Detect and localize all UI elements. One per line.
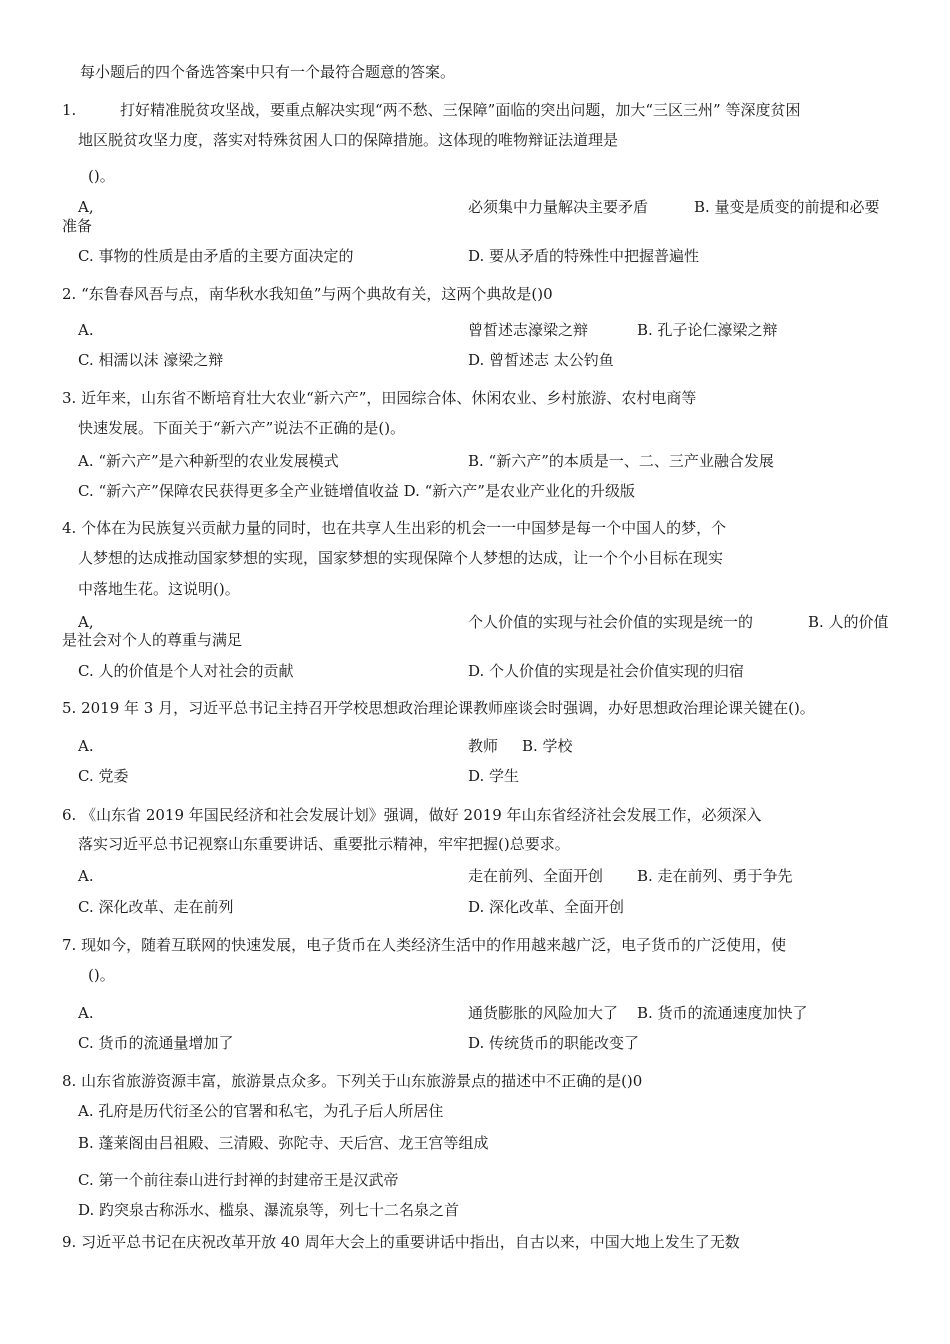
q5-option-c[interactable]: C. 党委 (78, 767, 129, 785)
q1-stem-line2: 地区脱贫攻坚力度，落实对特殊贫困人口的保障措施。这体现的唯物辩证法道理是 (78, 131, 619, 149)
q4-option-b-continued: 是社会对个人的尊重与满足 (62, 631, 243, 649)
q3-stem-line1: 3. 近年来，山东省不断培育壮大农业“新六产”，田园综合体、休闲农业、乡村旅游、农村电商等 (62, 389, 697, 407)
q7-option-a[interactable]: 通货膨胀的风险加大了 (468, 1004, 619, 1022)
q1-option-b-continued: 准备 (62, 217, 93, 235)
q2-option-b[interactable]: B. 孔子论仁濠梁之辩 (637, 321, 778, 339)
q1-option-b[interactable]: B. 量变是质变的前提和必要 (694, 198, 880, 216)
q6-stem-line1: 6. 《山东省 2019 年国民经济和社会发展计划》强调，做好 2019 年山东省经济社会发展工作，必须深入 (62, 806, 762, 824)
q6-option-b[interactable]: B. 走在前列、勇于争先 (637, 867, 793, 885)
q1-stem-line3: ()。 (88, 167, 115, 185)
q2-option-a[interactable]: 曾皙述志濠梁之辩 (468, 321, 589, 339)
q8-option-c[interactable]: C. 第一个前往泰山进行封禅的封建帝王是汉武帝 (78, 1171, 399, 1189)
q9-stem: 9. 习近平总书记在庆祝改革开放 40 周年大会上的重要讲话中指出，自古以来，中国大地上发生了无数 (62, 1233, 740, 1251)
q6-stem-line2: 落实习近平总书记视察山东重要讲话、重要批示精神，牢牢把握()总要求。 (78, 835, 570, 853)
q2-option-a-label[interactable]: A. (78, 321, 94, 339)
q3-stem-line2: 快速发展。下面关于“新六产”说法不正确的是()。 (78, 419, 406, 437)
q7-option-b[interactable]: B. 货币的流通速度加快了 (637, 1004, 808, 1022)
q8-option-b[interactable]: B. 蓬莱阁由吕祖殿、三清殿、弥陀寺、天后宫、龙王宫等组成 (78, 1134, 489, 1152)
q4-option-a[interactable]: 个人价值的实现与社会价值的实现是统一的 (468, 613, 754, 631)
q5-option-d[interactable]: D. 学生 (468, 767, 520, 785)
q4-stem-line3: 中落地生花。这说明()。 (78, 580, 240, 598)
q6-option-c[interactable]: C. 深化改革、走在前列 (78, 898, 234, 916)
q1-option-a[interactable]: 必须集中力量解决主要矛盾 (468, 198, 649, 216)
q6-option-a[interactable]: 走在前列、全面开创 (468, 867, 604, 885)
q4-option-d[interactable]: D. 个人价值的实现是社会价值实现的归宿 (468, 662, 745, 680)
q1-option-d[interactable]: D. 要从矛盾的特殊性中把握普遍性 (468, 247, 700, 265)
q7-option-a-label[interactable]: A. (78, 1004, 94, 1022)
q6-option-d[interactable]: D. 深化改革、全面开创 (468, 898, 625, 916)
q3-option-cd[interactable]: C. “新六产”保障农民获得更多全产业链增值收益 D. “新六产”是农业产业化的升级版 (78, 482, 635, 500)
q2-option-c[interactable]: C. 相濡以沫 濠梁之辩 (78, 351, 224, 369)
q3-option-a[interactable]: A. “新六产”是六种新型的农业发展模式 (78, 452, 339, 470)
q1-stem-line1: 打好精准脱贫攻坚战，要重点解决实现“两不愁、三保障”面临的突出问题，加大“三区三州” 等深度贫困 (120, 101, 801, 119)
q1-option-c[interactable]: C. 事物的性质是由矛盾的主要方面决定的 (78, 247, 354, 265)
q4-option-a-label[interactable]: A, (78, 613, 94, 631)
q7-option-d[interactable]: D. 传统货币的职能改变了 (468, 1034, 640, 1052)
q6-option-a-label[interactable]: A. (78, 867, 94, 885)
q3-option-b[interactable]: B. “新六产”的本质是一、二、三产业融合发展 (468, 452, 774, 470)
q7-stem-line2: ()。 (88, 966, 115, 984)
q2-option-d[interactable]: D. 曾皙述志 太公钓鱼 (468, 351, 614, 369)
q5-option-a[interactable]: 教师 (468, 737, 499, 755)
q4-option-c[interactable]: C. 人的价值是个人对社会的贡献 (78, 662, 294, 680)
q5-option-a-label[interactable]: A. (78, 737, 94, 755)
instructions: 每小题后的四个备选答案中只有一个最符合题意的答案。 (80, 63, 456, 81)
q8-option-a[interactable]: A. 孔府是历代衍圣公的官署和私宅，为孔子后人所居住 (78, 1102, 444, 1120)
q2-stem: 2. “东鲁春风吾与点，南华秋水我知鱼”与两个典故有关，这两个典故是()0 (62, 285, 553, 303)
q7-option-c[interactable]: C. 货币的流通量增加了 (78, 1034, 234, 1052)
q4-stem-line1: 4. 个体在为民族复兴贡献力量的同时，也在共享人生出彩的机会一一中国梦是每一个中国人的梦，个 (62, 519, 727, 537)
q8-stem: 8. 山东省旅游资源丰富，旅游景点众多。下列关于山东旅游景点的描述中不正确的是()0 (62, 1072, 643, 1090)
q4-option-b[interactable]: B. 人的价值 (808, 613, 889, 631)
q8-option-d[interactable]: D. 趵突泉古称泺水、槛泉、瀑流泉等，列七十二名泉之首 (78, 1201, 460, 1219)
q4-stem-line2: 人梦想的达成推动国家梦想的实现，国家梦想的实现保障个人梦想的达成，让一个个小目标在现实 (78, 549, 724, 567)
q5-stem: 5. 2019 年 3 月，习近平总书记主持召开学校思想政治理论课教师座谈会时强调，办好思想政治理论课关键在()。 (62, 699, 815, 717)
q5-option-b[interactable]: B. 学校 (522, 737, 573, 755)
q1-number: 1. (62, 101, 77, 119)
q7-stem-line1: 7. 现如今，随着互联网的快速发展，电子货币在人类经济生活中的作用越来越广泛，电子货币的广泛使用，使 (62, 936, 787, 954)
q1-option-a-label[interactable]: A, (78, 198, 94, 216)
